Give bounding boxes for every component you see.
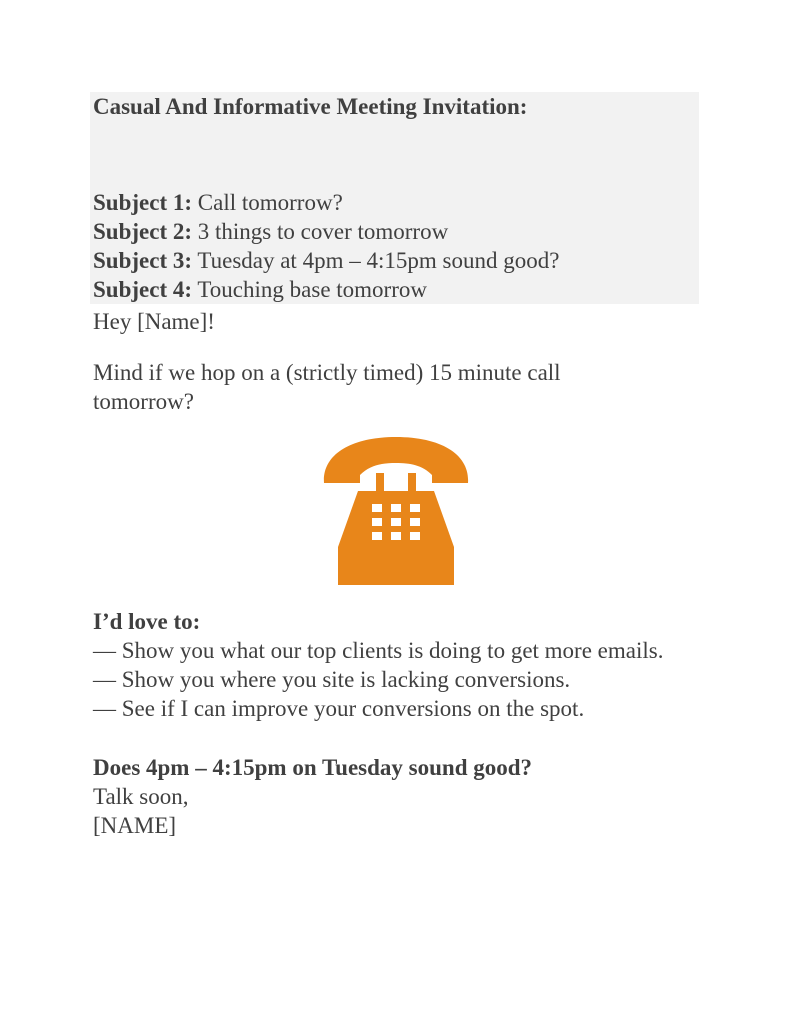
love-heading: I’d love to: — [93, 609, 201, 634]
bullet-item: — Show you what our top clients is doing to get more emails. — [93, 638, 664, 663]
subject-text: 3 things to cover tomorrow — [192, 219, 449, 244]
subject-line-2 — [93, 217, 559, 246]
subject-text: Touching base tomorrow — [192, 277, 427, 302]
subject-label: Subject 3: — [93, 248, 193, 273]
signature: [NAME] — [93, 813, 177, 838]
document-title: Casual And Informative Meeting Invitation: — [93, 94, 528, 119]
subject-list — [93, 188, 559, 304]
bullet-item: — Show you where you site is lacking conversions. — [93, 667, 571, 692]
subject-text: Tuesday at 4pm – 4:15pm sound good? — [192, 248, 560, 273]
closing-section — [93, 753, 532, 840]
love-section — [93, 607, 693, 723]
subject-text: Call tomorrow? — [192, 190, 343, 215]
signoff: Talk soon, — [93, 784, 189, 809]
subject-line-4 — [93, 275, 559, 304]
greeting: Hey [Name]! — [93, 309, 215, 334]
subject-line-3 — [93, 246, 559, 275]
telephone-icon — [322, 437, 470, 585]
meeting-question: Does 4pm – 4:15pm on Tuesday sound good? — [93, 755, 533, 780]
subject-label: Subject 1: — [93, 190, 193, 215]
call-request: Mind if we hop on a (strictly timed) 15 minute call tomorrow? — [93, 360, 561, 414]
bullet-item: — See if I can improve your conversions on the spot. — [93, 696, 585, 721]
subject-label: Subject 4: — [93, 277, 193, 302]
subject-label: Subject 2: — [93, 219, 193, 244]
subject-line-1 — [93, 188, 559, 217]
